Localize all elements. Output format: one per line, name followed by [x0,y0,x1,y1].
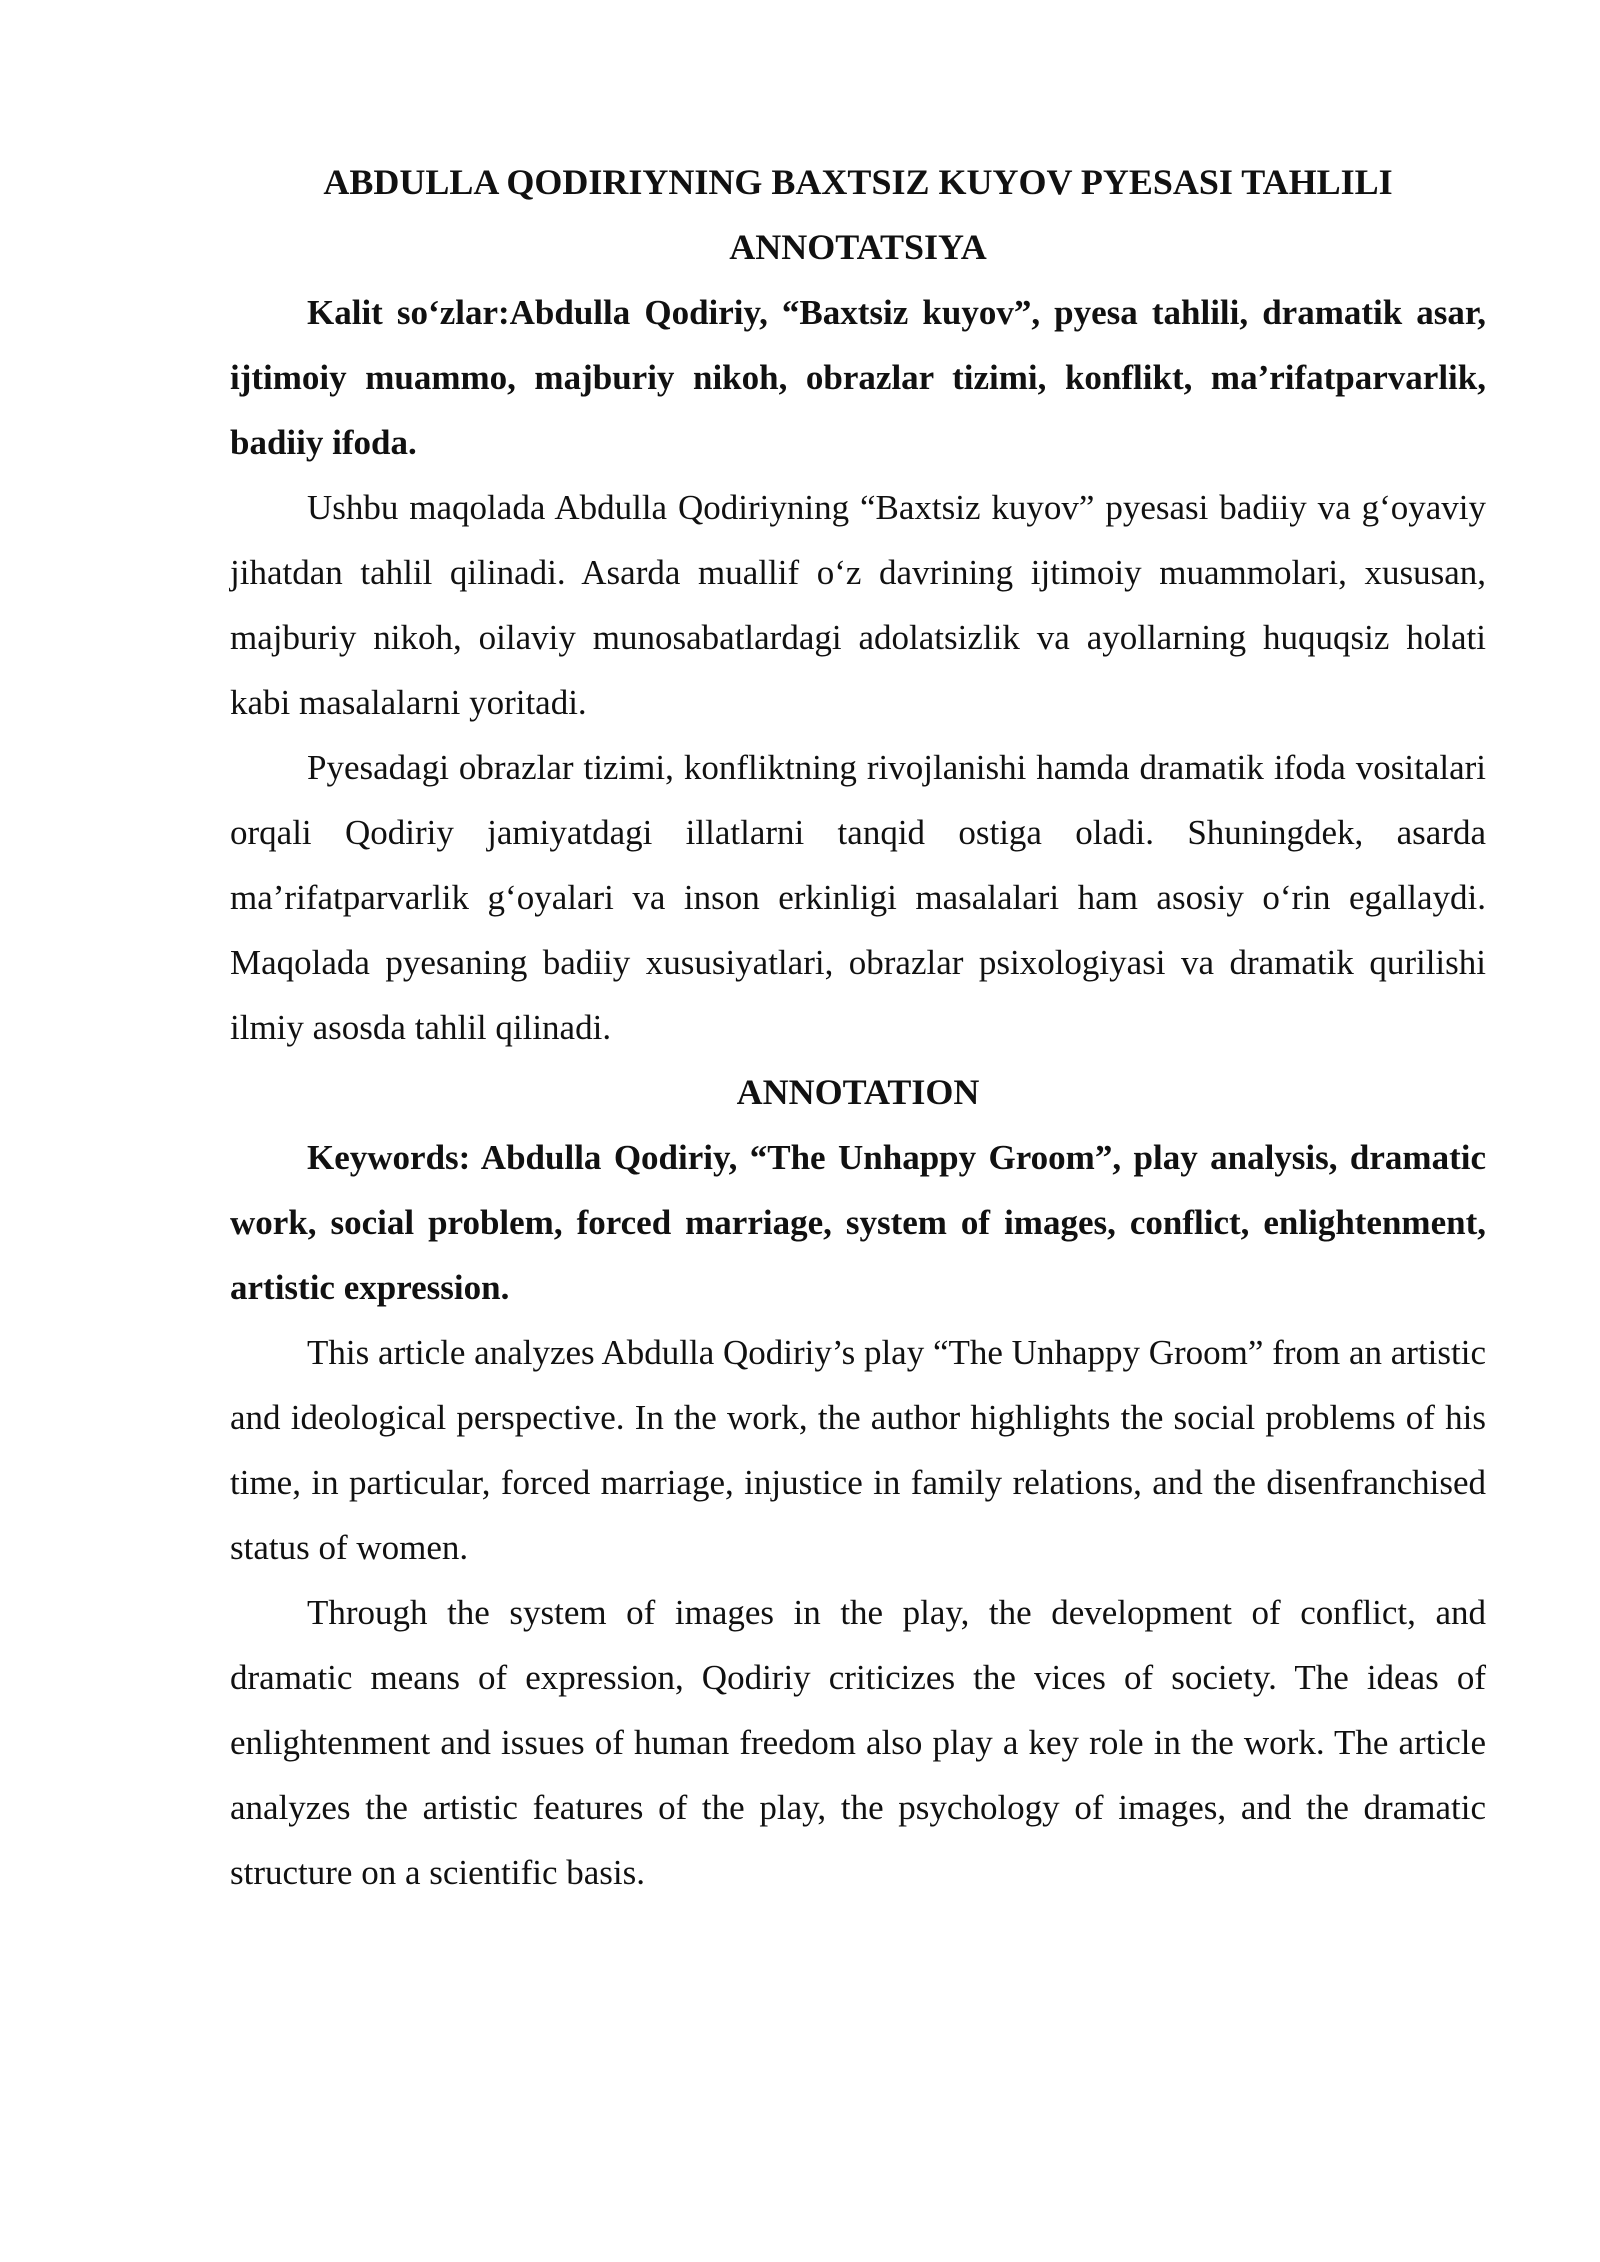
document-page [230,150,1486,1905]
en-paragraph-1: This article analyzes Abdulla Qodiriy’s play “The Unhappy Groom” from an artistic and ideological perspective. In the work, the author highlights the social problems of his time, in particular, forced marriage, injustice in family relations, and the disenfranchised status of women. [230,1333,1486,1567]
uz-paragraph-2: Pyesadagi obrazlar tizimi, konfliktning rivojlanishi hamda dramatik ifoda vositalari orqali Qodiriy jamiyatdagi illatlarni tanqid ostiga oladi. Shuningdek, asarda ma’rifatparvarlik g‘oyalari va inson erkinligi masalalari ham asosiy o‘rin egallaydi. Maqolada pyesaning badiiy xususiyatlari, obrazlar psixologiyasi va dramatik qurilishi ilmiy asosda tahlil qilinadi. [230,748,1486,1047]
uz-keywords: Kalit so‘zlar:Abdulla Qodiriy, “Baxtsiz kuyov”, pyesa tahlili, dramatik asar, ijtimoiy muammo, majburiy nikoh, obrazlar tizimi, konflikt, ma’rifatparvarlik, badiiy ifoda. [230,293,1486,462]
uz-annotation-heading: ANNOTATSIYA [729,227,987,267]
en-paragraph-2: Through the system of images in the play, the development of conflict, and dramatic means of expression, Qodiriy criticizes the vices of society. The ideas of enlightenment and issues of human freedom also play a key role in the work. The article analyzes the artistic features of the play, the psychology of images, and the dramatic structure on a scientific basis. [230,1593,1486,1892]
en-keywords: Keywords: Abdulla Qodiriy, “The Unhappy Groom”, play analysis, dramatic work, social problem, forced marriage, system of images, conflict, enlightenment, artistic expression. [230,1138,1486,1307]
document-title: ABDULLA QODIRIYNING BAXTSIZ KUYOV PYESASI TAHLILI [323,162,1393,202]
en-annotation-heading: ANNOTATION [736,1072,980,1112]
uz-paragraph-1: Ushbu maqolada Abdulla Qodiriyning “Baxtsiz kuyov” pyesasi badiiy va g‘oyaviy jihatdan tahlil qilinadi. Asarda muallif o‘z davrining ijtimoiy muammolari, xususan, majburiy nikoh, oilaviy munosabatlardagi adolatsizlik va ayollarning huquqsiz holati kabi masalalarni yoritadi. [230,488,1486,722]
